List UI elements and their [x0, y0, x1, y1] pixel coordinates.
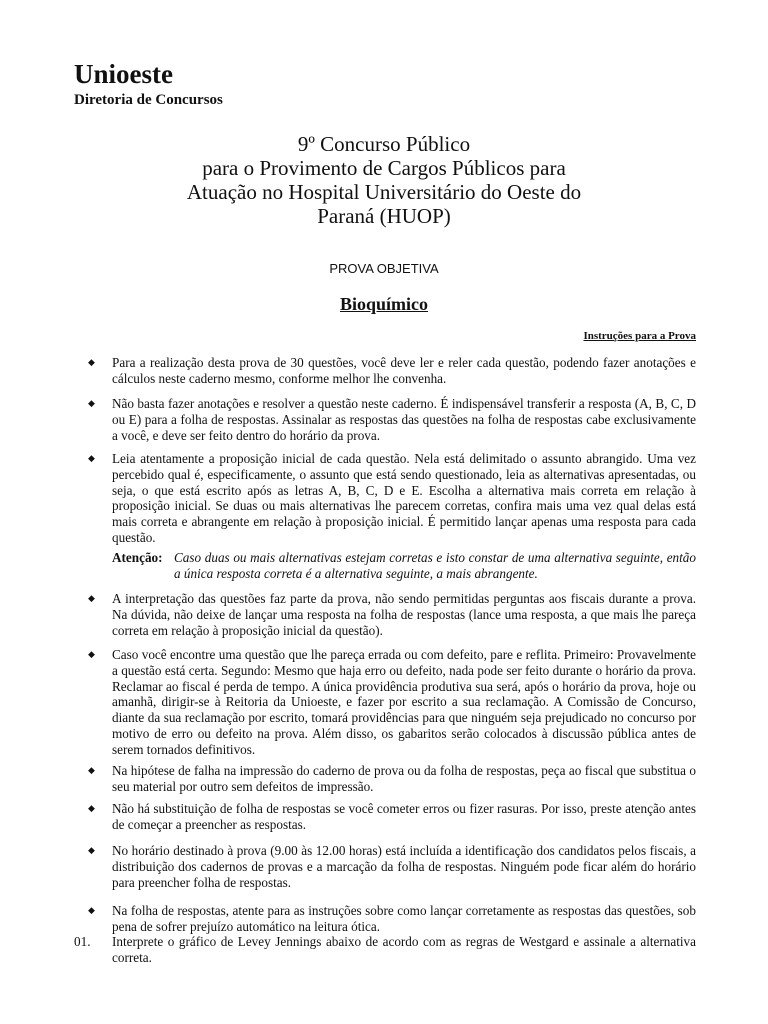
exam-title [100, 132, 668, 228]
diamond-bullet-icon: ◆ [88, 649, 95, 659]
title-line-2: para o Provimento de Cargos Públicos para [202, 156, 566, 180]
diamond-bullet-icon: ◆ [88, 357, 95, 367]
instruction-text: A interpretação das questões faz parte da prova, não sendo permitidas perguntas aos fiscais durante a prova. Na dúvida, não deixe de lançar uma resposta na folha de respostas (lance uma resposta, a que mais lhe pareça correta em relação à proposição inicial da questão). [112, 591, 696, 638]
attention-label: Atenção: [112, 550, 163, 565]
title-line-3: Atuação no Hospital Universitário do Oeste do [186, 180, 582, 204]
question-01 [74, 934, 696, 966]
diamond-bullet-icon: ◆ [88, 453, 95, 463]
instruction-text: Não há substituição de folha de respostas se você cometer erros ou fizer rasuras. Por isso, preste atenção antes de começar a preencher as respostas. [112, 801, 696, 832]
instruction-item [88, 647, 696, 758]
instruction-item [88, 763, 696, 795]
instruction-item [88, 843, 696, 890]
instruction-text: Para a realização desta prova de 30 questões, você deve ler e reler cada questão, podendo fazer anotações e cálculos neste caderno mesmo, conforme melhor lhe convenha. [112, 355, 696, 386]
question-number: 01. [74, 934, 91, 949]
instruction-item [88, 801, 696, 833]
course-name: Bioquímico [339, 294, 428, 314]
instruction-item [88, 591, 696, 638]
diamond-bullet-icon: ◆ [88, 593, 95, 603]
instruction-item [88, 355, 696, 387]
instruction-text: Na folha de respostas, atente para as instruções sobre como lançar corretamente as respostas das questões, sob pena de sofrer prejuízo automático na leitura ótica. [112, 903, 696, 934]
title-line-1: 9º Concurso Público [297, 132, 471, 156]
question-text: Interprete o gráfico de Levey Jennings abaixo de acordo com as regras de Westgard e assinale a alternativa correta. [112, 934, 696, 965]
instruction-text: Leia atentamente a proposição inicial de cada questão. Nela está delimitado o assunto abrangido. Uma vez percebido qual é, especificamente, o assunto que está sendo questionado, leia as alternativas apresentadas, ou seja, o que está escrito após as letras A, B, C, D e E. Escolha a alternativa mais correta em relação à proposição inicial. Se duas ou mais alternativas lhe parecem corretas, confira mais uma vez qual delas está mais correta e abrangente em relação à proposição inicial. É permitido lançar apenas uma resposta para cada questão. [112, 451, 696, 545]
instruction-text: Na hipótese de falha na impressão do caderno de prova ou da folha de respostas, peça ao fiscal que substitua o seu material por outro sem defeitos de impressão. [112, 763, 696, 794]
organization-name: Unioeste [74, 59, 173, 89]
instruction-item [88, 396, 696, 443]
diamond-bullet-icon: ◆ [88, 765, 95, 775]
diamond-bullet-icon: ◆ [88, 803, 95, 813]
attention-note [112, 550, 696, 582]
diamond-bullet-icon: ◆ [88, 845, 95, 855]
instruction-text: Não basta fazer anotações e resolver a questão neste caderno. É indispensável transferir a resposta (A, B, C, D ou E) para a folha de respostas. Assinalar as respostas das questões na folha de respostas cabe exclusivamente a você, e deve ser feito dentro do horário da prova. [112, 396, 696, 443]
diamond-bullet-icon: ◆ [88, 398, 95, 408]
title-line-4: Paraná (HUOP) [317, 204, 451, 228]
exam-type: PROVA OBJETIVA [329, 261, 439, 276]
department-name: Diretoria de Concursos [74, 92, 223, 108]
instruction-item [88, 903, 696, 935]
instruction-item [88, 451, 696, 546]
diamond-bullet-icon: ◆ [88, 905, 95, 915]
instruction-text: No horário destinado à prova (9.00 às 12.00 horas) está incluída a identificação dos candidatos pelos fiscais, a distribuição dos cadernos de provas e a marcação da folha de respostas. Ninguém pode ficar além do horário para preencher folha de respostas. [112, 843, 696, 890]
instructions-heading: Instruções para a Prova [583, 330, 696, 342]
attention-text: Caso duas ou mais alternativas estejam corretas e isto constar de uma alternativa seguinte, então a única resposta correta é a alternativa seguinte, a mais abrangente. [174, 550, 696, 581]
instruction-text: Caso você encontre uma questão que lhe pareça errada ou com defeito, pare e reflita. Primeiro: Provavelmente a questão está certa. Segundo: Mesmo que haja erro ou defeito, nada pode ser feito durante o horário da prova. Reclamar ao fiscal é perda de tempo. A única providência produtiva sua será, após o horário da prova, hoje ou amanhã, dirigir-se à Reitoria da Unioeste, e fazer por escrito a sua reclamação. A Comissão de Concurso, diante da sua reclamação por escrito, tomará providências para que ninguém seja prejudicado no concurso por motivo de erro ou defeito na prova. Além disso, os gabaritos serão colocados à discussão pública antes de serem tornados definitivos. [112, 647, 696, 757]
